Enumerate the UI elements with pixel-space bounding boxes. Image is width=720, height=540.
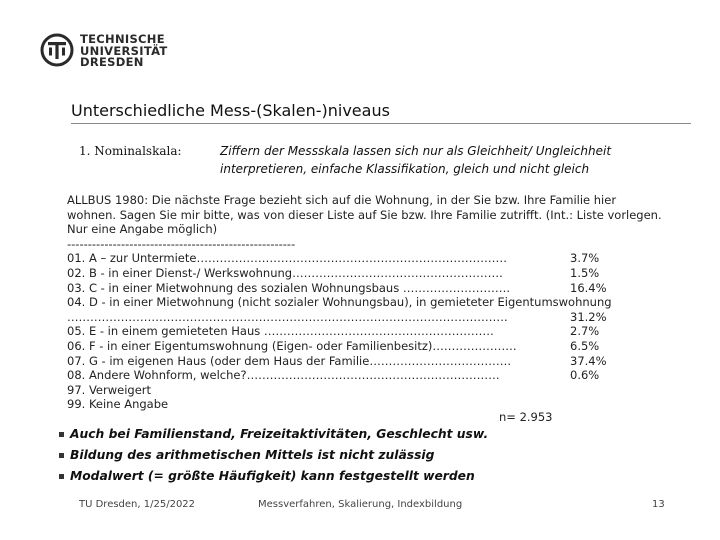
answer-row bbox=[67, 251, 667, 266]
answer-text: ……………………………………………………………………………………………………. bbox=[67, 309, 508, 324]
answer-row bbox=[67, 397, 667, 412]
answer-row bbox=[67, 324, 667, 339]
sample-size: n= 2.953 bbox=[499, 410, 553, 424]
answer-row bbox=[67, 281, 667, 296]
answer-text: 07. G - im eigenen Haus (oder dem Haus der Familie………………………………. bbox=[67, 353, 511, 368]
answer-text: 01. A – zur Untermiete……………………………………………………………………… bbox=[67, 251, 507, 266]
university-wordmark bbox=[80, 34, 168, 69]
square-bullet-icon bbox=[59, 432, 64, 437]
page-number: 13 bbox=[652, 499, 665, 510]
tu-dresden-logo-icon bbox=[40, 33, 74, 67]
wordmark-line-2: UNIVERSITÄT bbox=[80, 43, 168, 58]
footer-title: Messverfahren, Skalierung, Indexbildung bbox=[258, 499, 463, 510]
square-bullet-icon bbox=[59, 474, 64, 479]
title-divider bbox=[71, 123, 691, 124]
answer-percent: 1.5% bbox=[570, 265, 600, 280]
answer-text: 04. D - in einer Mietwohnung (nicht sozialer Wohnungsbau), in gemieteter Eigentumswohnung bbox=[67, 295, 612, 310]
answer-row bbox=[67, 295, 667, 310]
footer-date: TU Dresden, 1/25/2022 bbox=[79, 499, 196, 510]
answer-row bbox=[67, 368, 667, 383]
wordmark-line-1: TECHNISCHE bbox=[80, 32, 165, 46]
survey-question-block bbox=[67, 193, 667, 412]
separator-line: ------------------------------------------------------- bbox=[67, 236, 296, 251]
bullet-text: Bildung des arithmetischen Mittels ist nicht zulässig bbox=[70, 448, 435, 462]
bullet-text: Auch bei Familienstand, Freizeitaktivitäten, Geschlecht usw. bbox=[70, 427, 489, 441]
bullet-item bbox=[59, 466, 488, 487]
scale-definition: Ziffern der Messskala lassen sich nur als Gleichheit/ Ungleichheit interpretieren, einfache Klassifikation, gleich und nicht gleich bbox=[220, 144, 612, 176]
answer-list bbox=[67, 251, 667, 412]
answer-row bbox=[67, 383, 667, 398]
wordmark-line-3: DRESDEN bbox=[80, 55, 144, 69]
bullet-text: Modalwert (= größte Häufigkeit) kann festgestellt werden bbox=[70, 469, 475, 483]
answer-text: 97. Verweigert bbox=[67, 382, 152, 397]
answer-percent: 37.4% bbox=[570, 353, 607, 368]
answer-row bbox=[67, 339, 667, 354]
answer-text: 05. E - in einem gemieteten Haus …………………………………………………… bbox=[67, 324, 494, 339]
answer-row bbox=[67, 266, 667, 281]
answer-text: 06. F - in einer Eigentumswohnung (Eigen- oder Familienbesitz)…………………. bbox=[67, 338, 517, 353]
square-bullet-icon bbox=[59, 453, 64, 458]
slide-title: Unterschiedliche Mess-(Skalen-)niveaus bbox=[71, 101, 390, 120]
bullet-list bbox=[59, 424, 488, 487]
answer-text: 08. Andere Wohnform, welche?………………………………………………………… bbox=[67, 368, 500, 383]
answer-percent: 0.6% bbox=[570, 368, 600, 383]
answer-percent: 2.7% bbox=[570, 324, 600, 339]
answer-row bbox=[67, 354, 667, 369]
answer-percent: 31.2% bbox=[570, 309, 607, 324]
survey-question: ALLBUS 1980: Die nächste Frage bezieht sich auf die Wohnung, in der Sie bzw. Ihre Familie hier wohnen. Sagen Sie mir bitte, was von dieser Liste auf Sie bzw. Ihre Familie zutrifft. (Int.: Liste vorlegen. Nur eine Angabe möglich) bbox=[67, 193, 662, 237]
answer-text: 02. B - in einer Dienst-/ Werkswohnung………………………………………………. bbox=[67, 265, 503, 280]
answer-text: 99. Keine Angabe bbox=[67, 397, 169, 412]
answer-text: 03. C - in einer Mietwohnung des sozialen Wohnungsbaus ………………………. bbox=[67, 280, 511, 295]
answer-row bbox=[67, 310, 667, 325]
answer-percent: 16.4% bbox=[570, 280, 607, 295]
scale-label: 1. Nominalskala: bbox=[79, 144, 182, 158]
answer-percent: 6.5% bbox=[570, 338, 600, 353]
bullet-item bbox=[59, 445, 488, 466]
bullet-item bbox=[59, 424, 488, 445]
answer-percent: 3.7% bbox=[570, 251, 600, 266]
